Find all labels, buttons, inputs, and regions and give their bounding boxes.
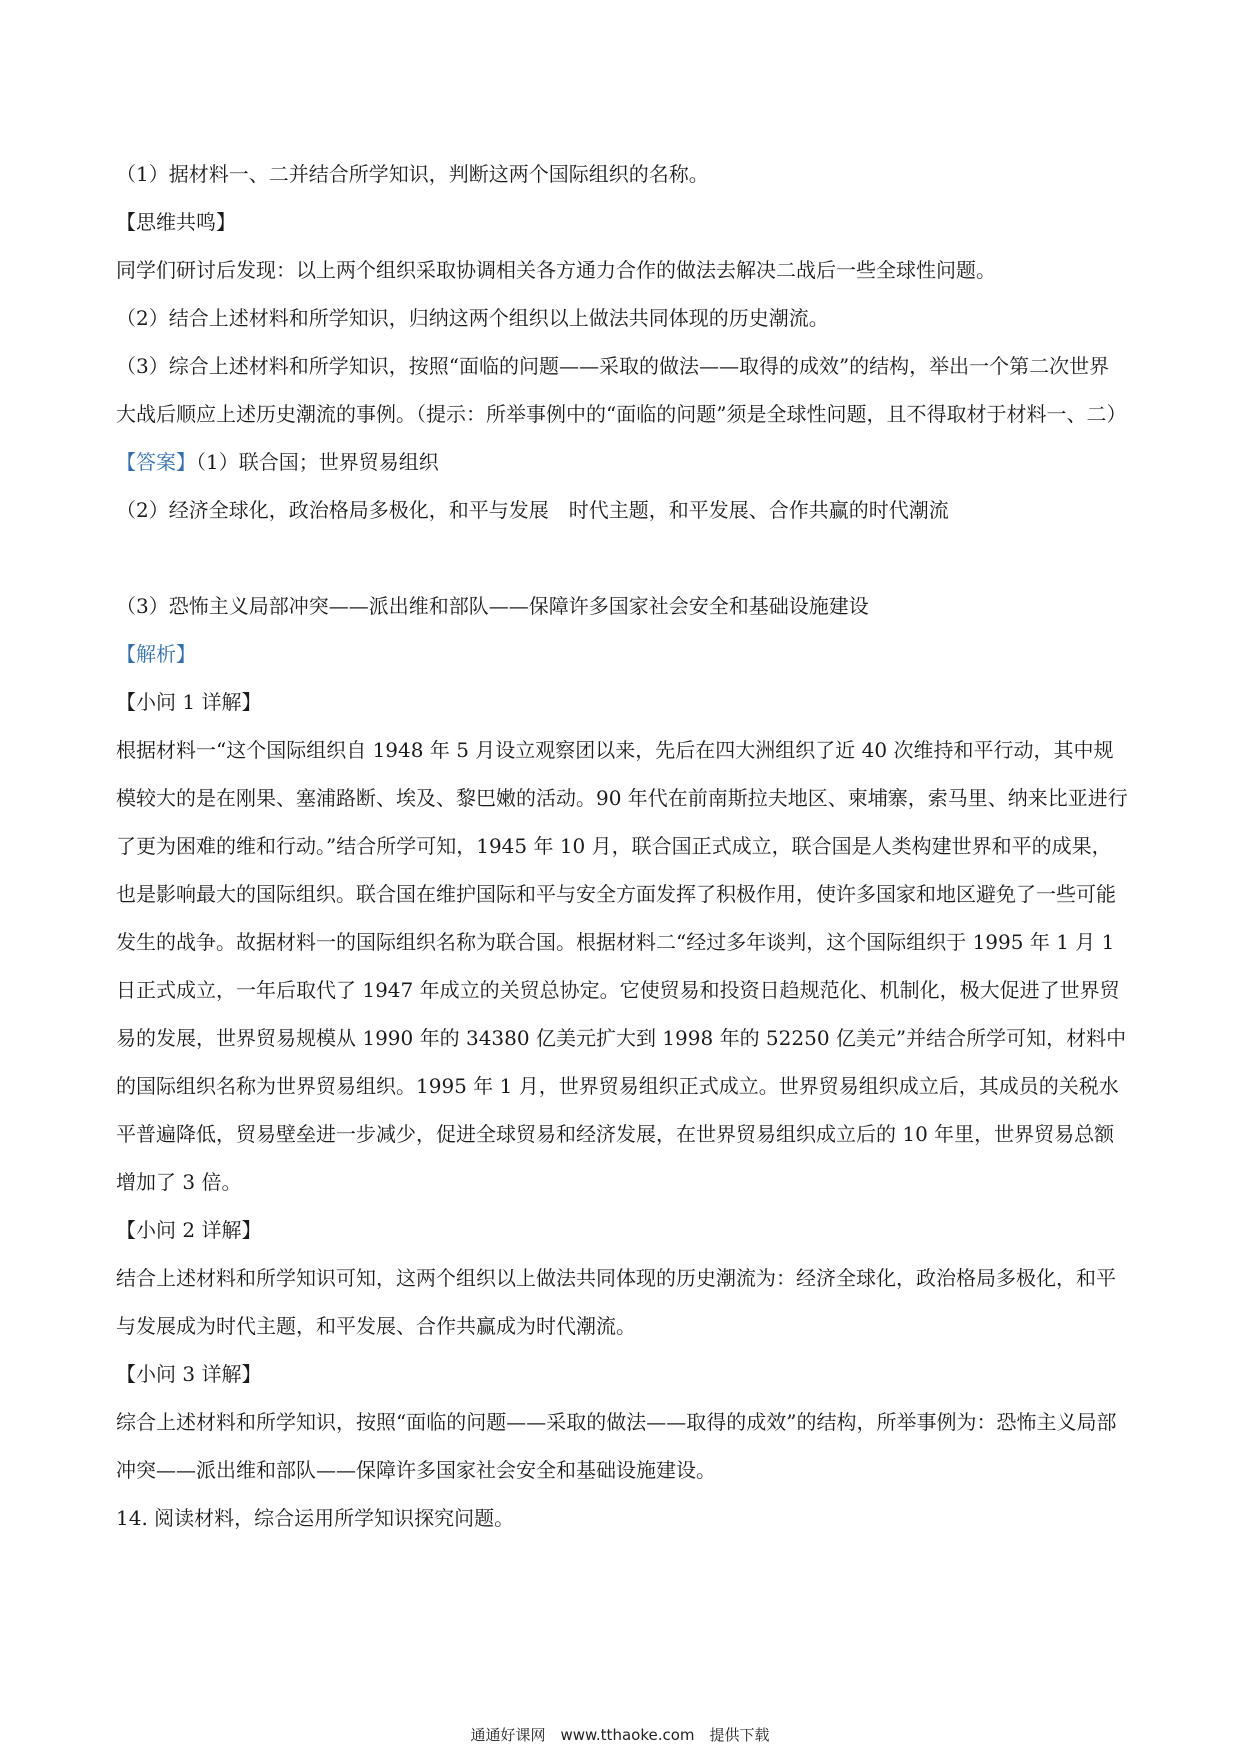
answer-3: （3）恐怖主义局部冲突——派出维和部队——保障许多国家社会安全和基础设施建设 <box>116 594 869 618</box>
question-14: 14. 阅读材料，综合运用所学知识探究问题。 <box>116 1506 515 1530</box>
sub-question-2-body: 结合上述材料和所学知识可知，这两个组织以上做法共同体现的历史潮流为：经济全球化，政治格局多极化，和平与发展成为时代主题，和平发展、合作共赢成为时代潮流。 <box>116 1266 1116 1338</box>
sub-question-3-body: 综合上述材料和所学知识，按照“面临的问题——采取的做法——取得的成效”的结构，所举事例为：恐怖主义局部冲突——派出维和部队——保障许多国家社会安全和基础设施建设。 <box>116 1410 1117 1482</box>
spacer <box>116 534 1128 582</box>
discovery-text: 同学们研讨后发现：以上两个组织采取协调相关各方通力合作的做法去解决二战后一些全球性问题。 <box>116 258 996 282</box>
page-footer: 通通好课网 www.tthaoke.com 提供下载 <box>470 1726 770 1744</box>
sub-question-1-body: 根据材料一“这个国际组织自 1948 年 5 月设立观察团以来，先后在四大洲组织了近 40 次维持和平行动，其中规模较大的是在刚果、塞浦路断、埃及、黎巴嫩的活动。90 年代在前南斯拉夫地区、柬埔寨，索马里、纳来比亚进行了更为困难的维和行动。”结合所学可知，1945 年 10 月，联合国正式成立，联合国是人类构建世界和平的成果，也是影响最大的国际组织。联合国在维护国际和平与安全方面发挥了积极作用，使许多国家和地区避免了一些可能发生的战争。故据材料一的国际组织名称为联合国。根据材料二“经过多年谈判，这个国际组织于 1995 年 1 月 1 日正式成立，一年后取代了 1947 年成立的关贸总协定。它使贸易和投资日趋规范化、机制化，极大促进了世界贸易的发展，世界贸易规模从 1990 年的 34380 亿美元扩大到 1998 年的 52250 亿美元”并结合所学可知，材料中的国际组织名称为世界贸易组织。1995 年 1 月，世界贸易组织正式成立。世界贸易组织成立后，其成员的关税水平普遍降低，贸易壁垒进一步减少，促进全球贸易和经济发展，在世界贸易组织成立后的 10 年里，世界贸易总额增加了 3 倍。 <box>116 738 1128 1194</box>
answer-tag: 【答案】 <box>116 450 196 474</box>
sub-question-2-title: 【小问 2 详解】 <box>116 1218 262 1242</box>
analysis-tag: 【解析】 <box>116 642 196 666</box>
resonance-heading: 【思维共鸣】 <box>116 210 236 234</box>
question-2: （2）结合上述材料和所学知识，归纳这两个组织以上做法共同体现的历史潮流。 <box>116 306 829 330</box>
sub-question-3-title: 【小问 3 详解】 <box>116 1362 262 1386</box>
sub-question-1-title: 【小问 1 详解】 <box>116 690 262 714</box>
document-body <box>116 150 1128 1542</box>
question-3: （3）综合上述材料和所学知识，按照“面临的问题——采取的做法——取得的成效”的结构，举出一个第二次世界大战后顺应上述历史潮流的事例。（提示：所举事例中的“面临的问题”须是全球性问题，且不得取材于材料一、二） <box>116 354 1127 426</box>
answer-2: （2）经济全球化，政治格局多极化，和平与发展 时代主题，和平发展、合作共赢的时代潮流 <box>116 498 949 522</box>
answer-1: （1）联合国；世界贸易组织 <box>196 450 439 474</box>
question-1: （1）据材料一、二并结合所学知识，判断这两个国际组织的名称。 <box>116 162 709 186</box>
answer-line-1 <box>116 438 1128 486</box>
